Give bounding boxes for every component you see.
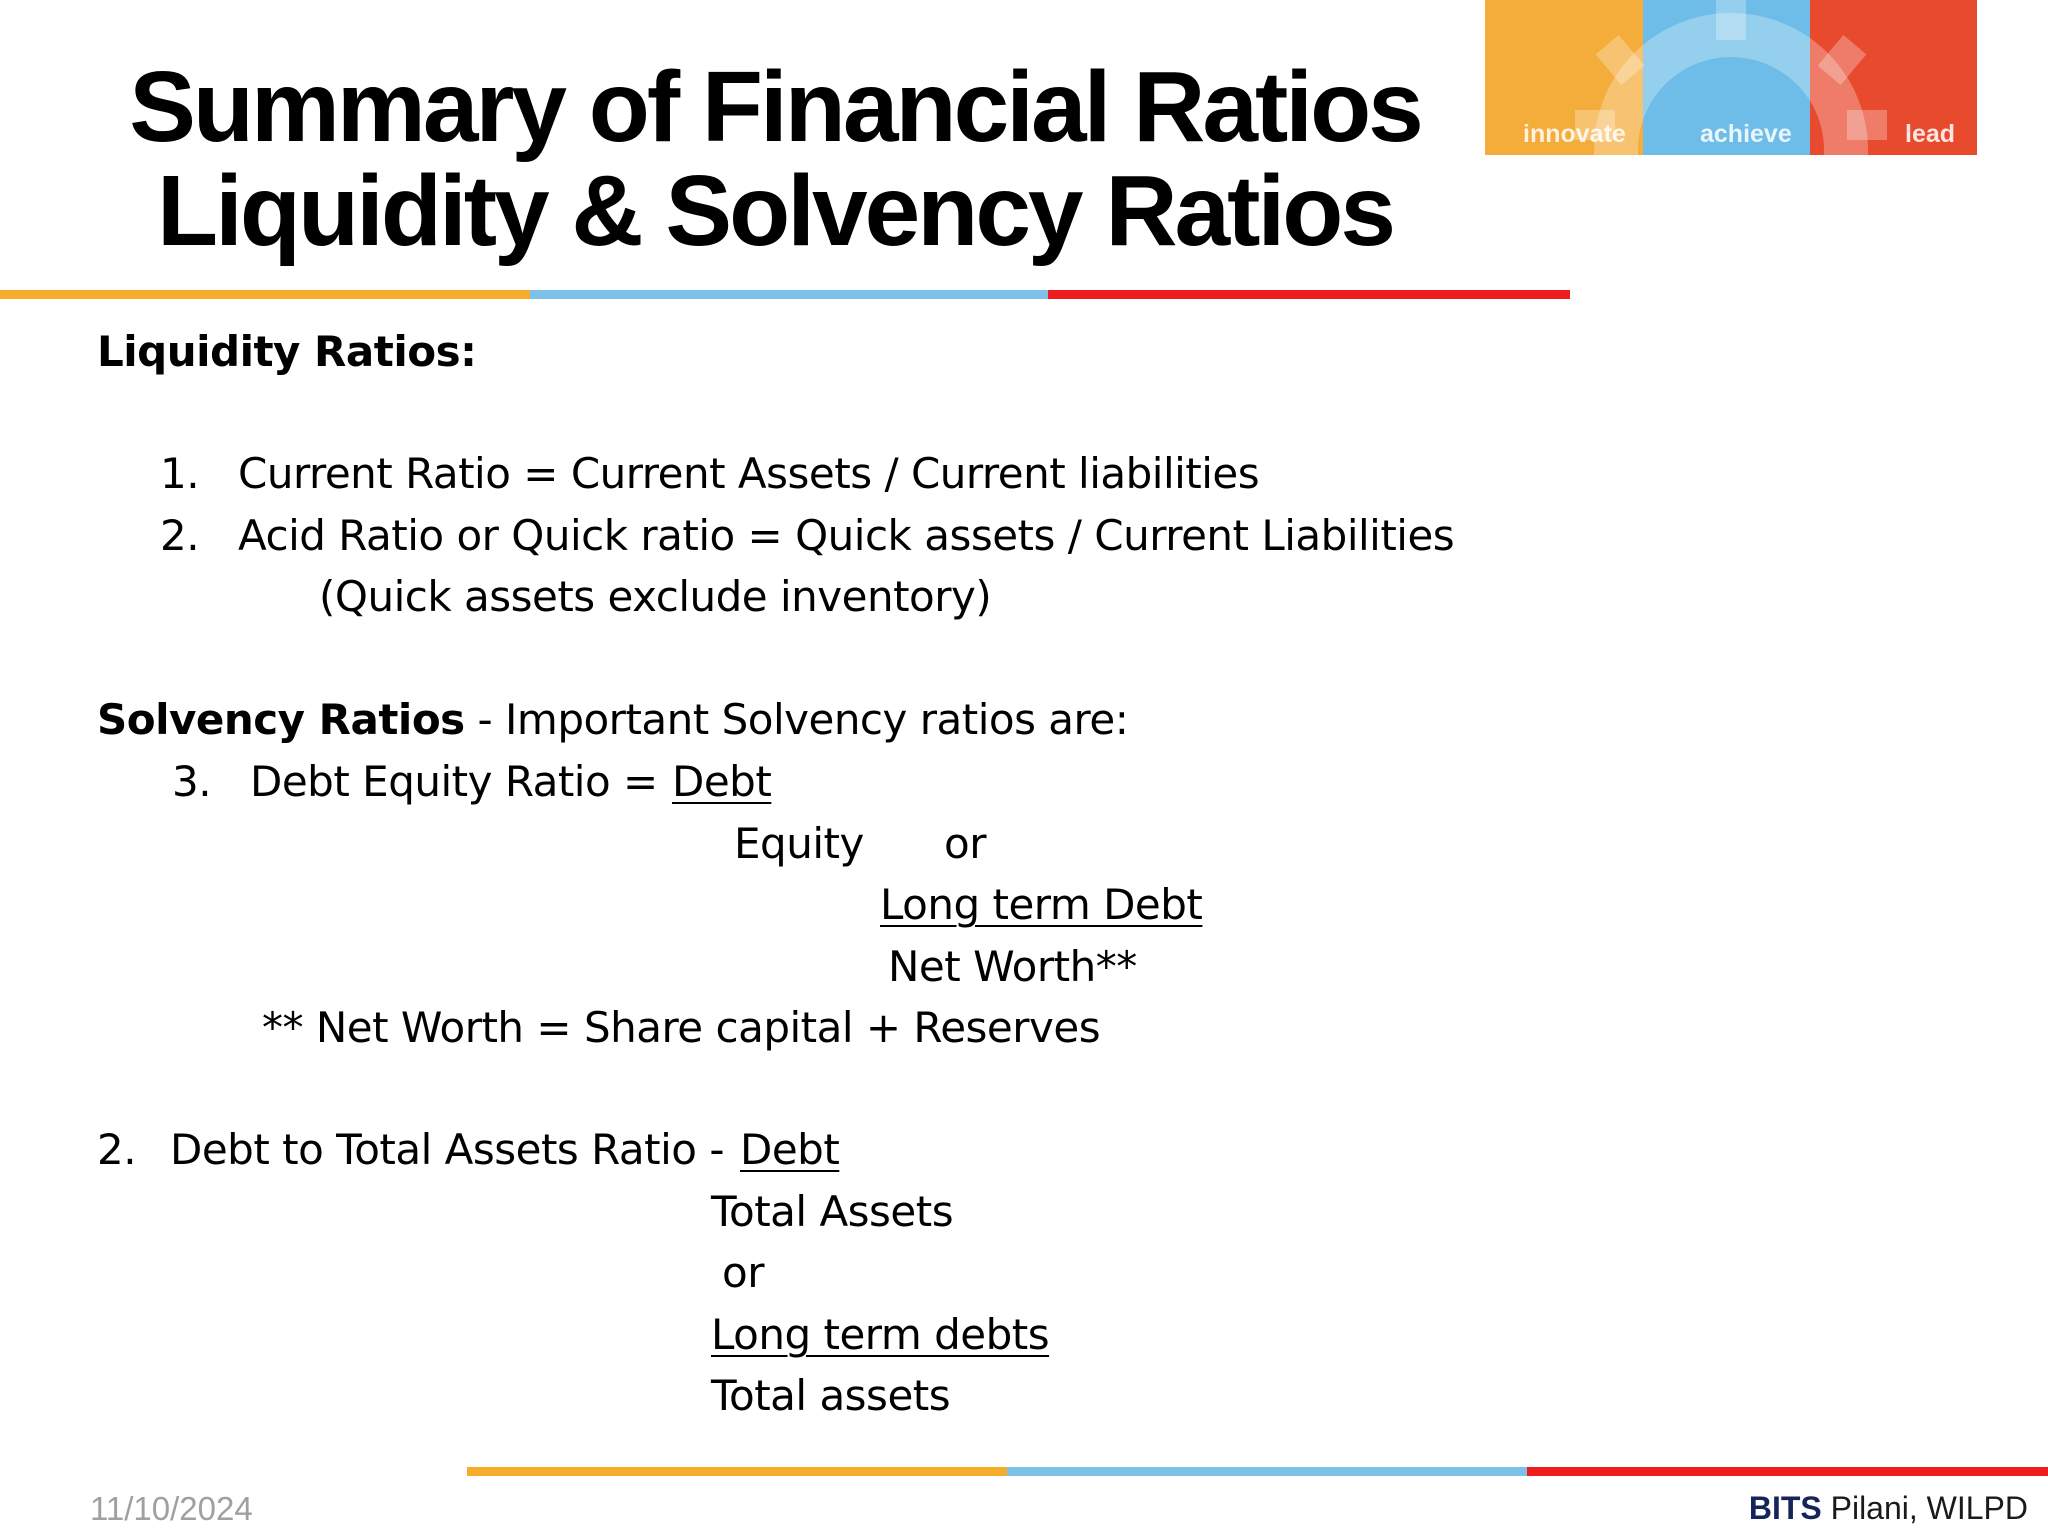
- liquidity-item-2-text: Acid Ratio or Quick ratio = Quick assets / Current Liabilities: [238, 511, 1455, 560]
- slide-title: [70, 51, 1480, 267]
- bottom-rule-blue: [1007, 1467, 1527, 1476]
- net-worth-footnote: ** Net Worth = Share capital + Reserves: [262, 1003, 1101, 1052]
- debt-equity-alt-denominator: Net Worth**: [888, 942, 1137, 991]
- footer-brand-rest: Pilani, WILPD: [1821, 1490, 2028, 1526]
- debt-total-assets-number: 2.: [97, 1125, 137, 1174]
- top-rule-blue: [530, 290, 1048, 299]
- title-line-1: Summary of Financial Ratios: [129, 51, 1421, 163]
- debt-total-assets-or: or: [722, 1248, 764, 1297]
- logo-label-innovate: innovate: [1523, 120, 1626, 148]
- liquidity-item-2-number: 2.: [160, 511, 200, 560]
- debt-total-assets-numerator: Debt: [740, 1125, 840, 1174]
- logo-banner: [1485, 0, 1977, 155]
- title-line-2: Liquidity & Solvency Ratios: [157, 155, 1393, 267]
- debt-equity-denominator: Equity: [734, 819, 864, 868]
- liquidity-heading: Liquidity Ratios:: [97, 327, 477, 376]
- debt-total-assets-alt-numerator: Long term debts: [711, 1310, 1050, 1359]
- debt-total-assets-denominator: Total Assets: [711, 1187, 954, 1236]
- debt-equity-number: 3.: [172, 757, 212, 806]
- debt-total-assets-alt-denominator: Total assets: [711, 1371, 951, 1420]
- logo-label-achieve: achieve: [1700, 120, 1792, 148]
- logo-label-lead: lead: [1905, 120, 1956, 148]
- slide-date: 11/10/2024: [90, 1490, 253, 1527]
- footer-brand-bold: BITS: [1748, 1490, 1822, 1526]
- debt-equity-numerator: Debt: [672, 757, 772, 806]
- solvency-heading: [97, 692, 1128, 748]
- top-rule-orange: [0, 290, 530, 299]
- debt-equity-or: or: [944, 819, 986, 868]
- quick-assets-note: (Quick assets exclude inventory): [319, 572, 992, 621]
- solvency-heading-rest: - Important Solvency ratios are:: [464, 695, 1129, 744]
- debt-total-assets-label: Debt to Total Assets Ratio -: [170, 1125, 724, 1174]
- debt-equity-alt-numerator: Long term Debt: [880, 880, 1203, 929]
- liquidity-item-1-number: 1.: [160, 449, 200, 498]
- bottom-rule-red: [1527, 1467, 2048, 1476]
- bottom-rule-orange: [467, 1467, 1007, 1476]
- top-rule-red: [1048, 290, 1570, 299]
- debt-equity-label: Debt Equity Ratio =: [250, 757, 658, 806]
- footer-brand: [1749, 1490, 2028, 1527]
- solvency-heading-bold: Solvency Ratios: [97, 695, 465, 744]
- liquidity-item-1-text: Current Ratio = Current Assets / Current liabilities: [238, 449, 1260, 498]
